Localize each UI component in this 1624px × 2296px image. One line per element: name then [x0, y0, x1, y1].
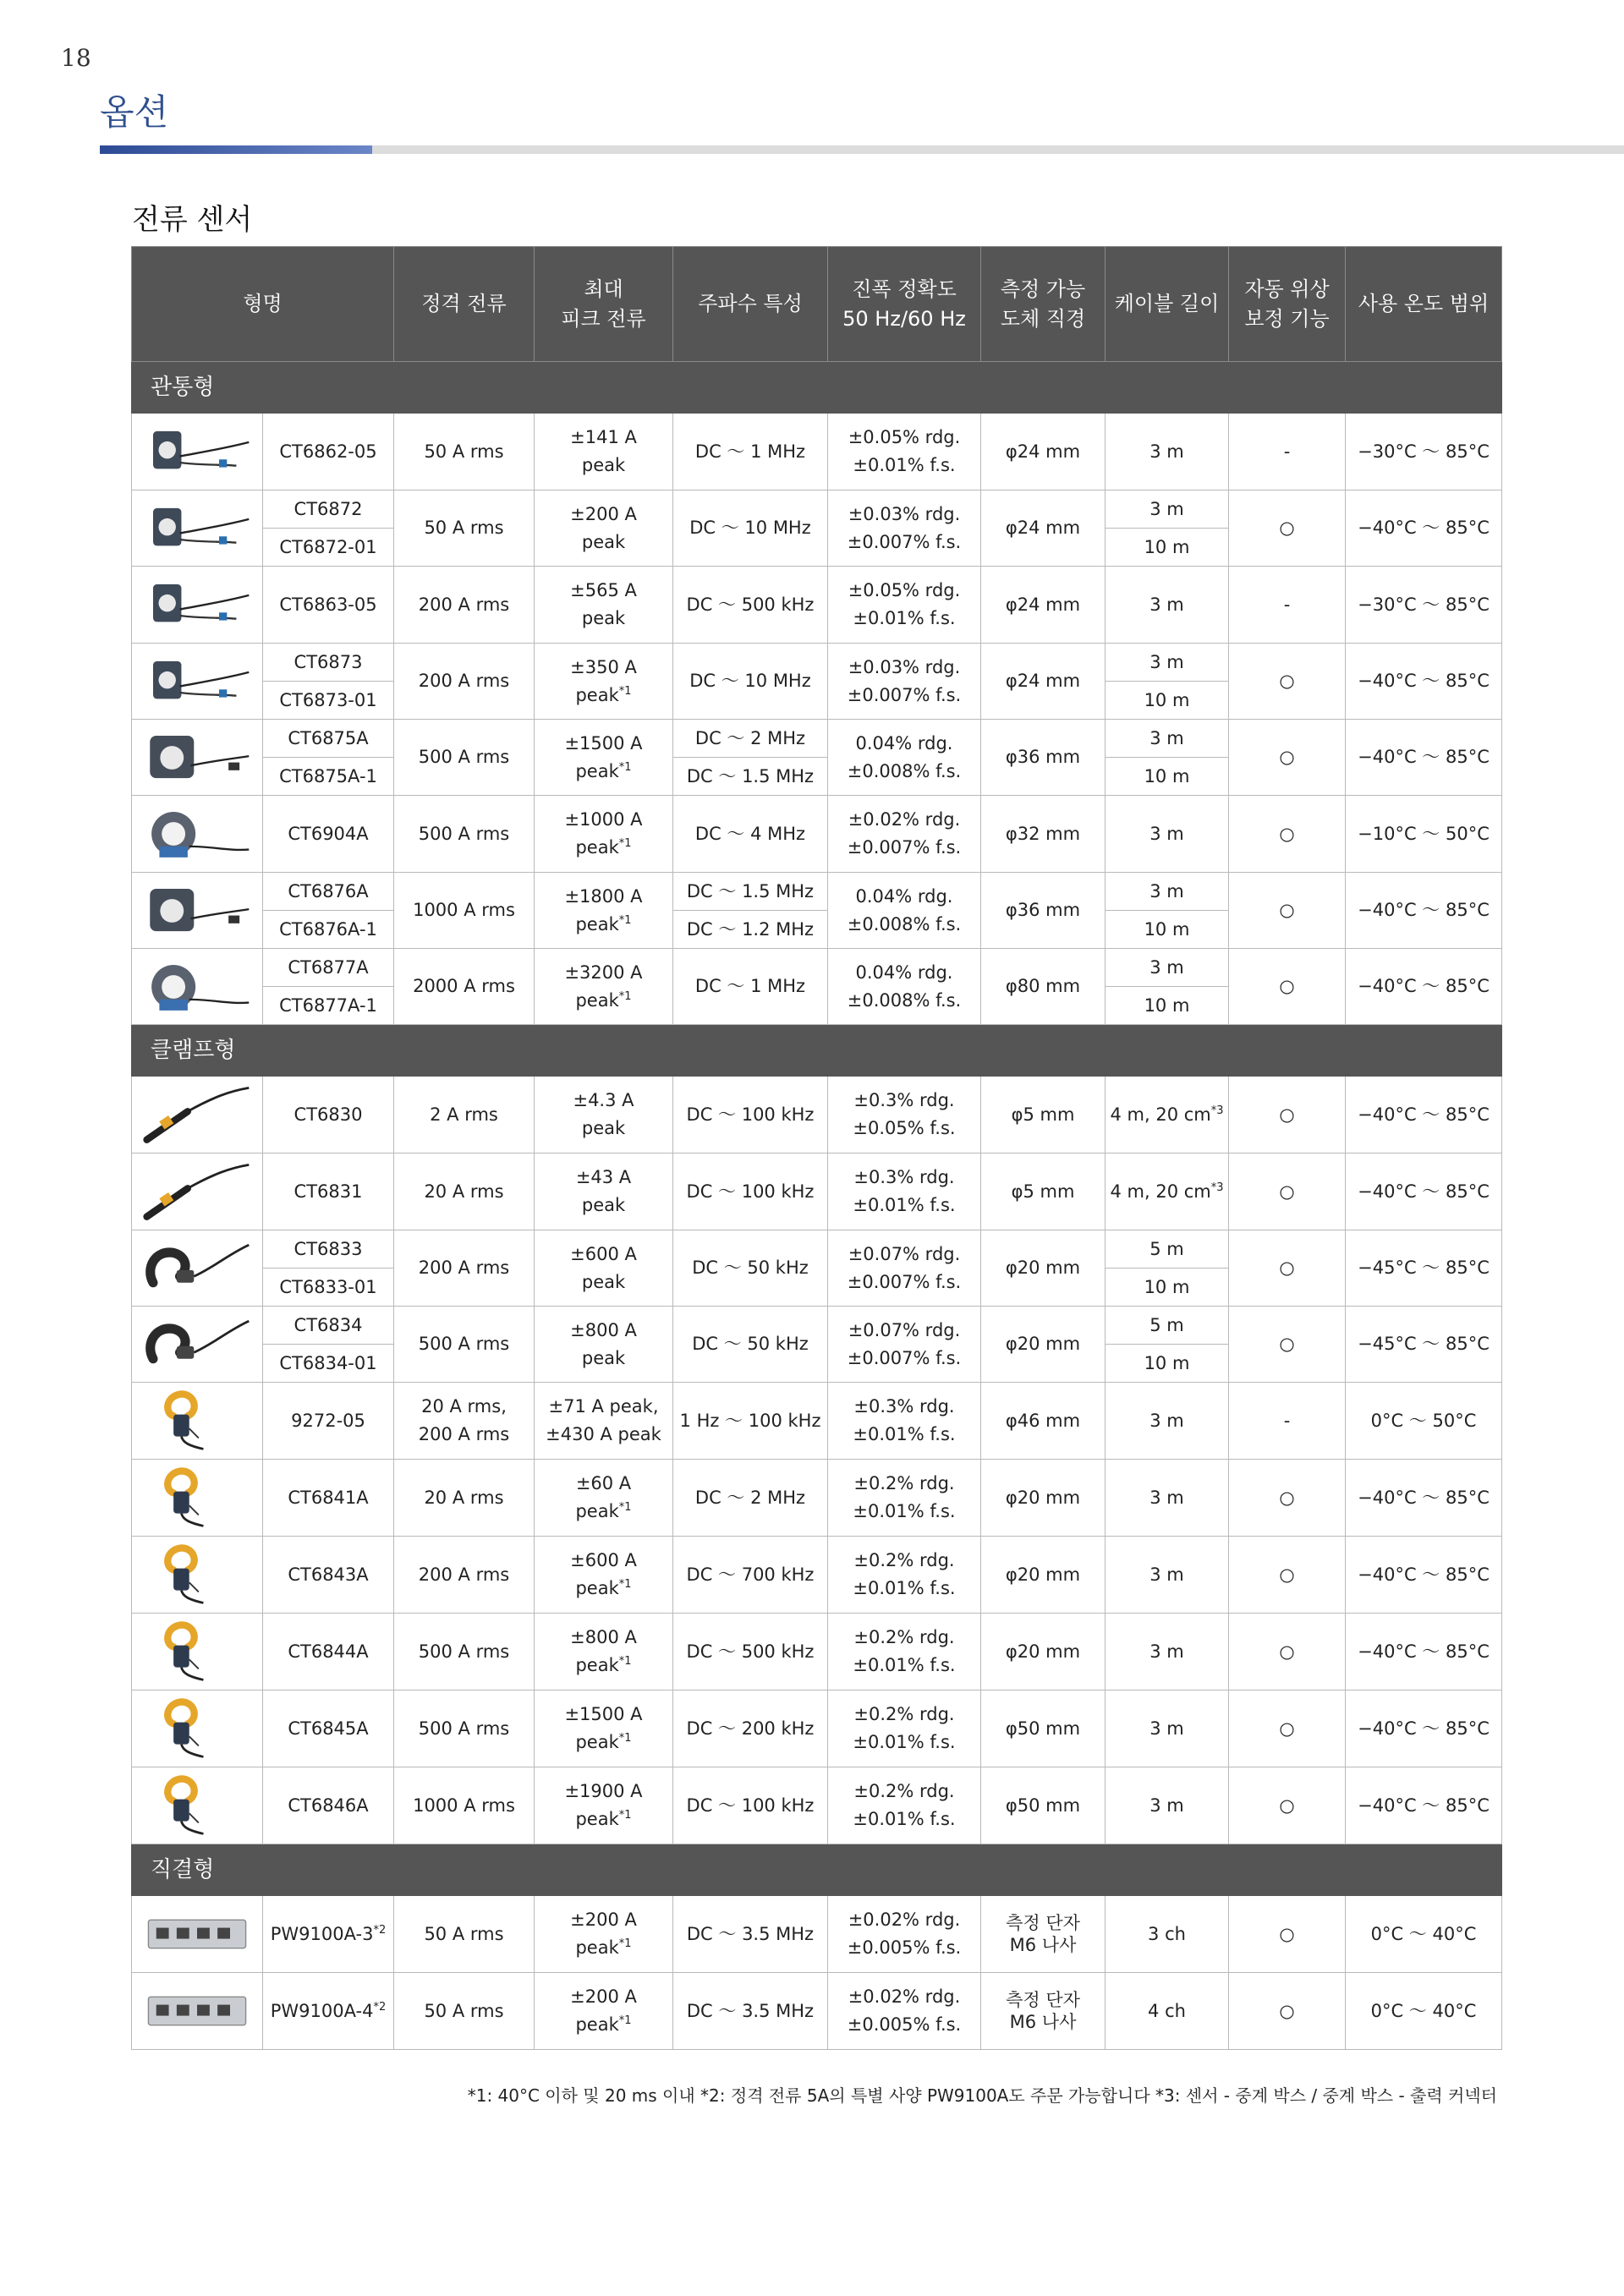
table-cell: ±0.3% rdg. ±0.01% f.s.	[828, 1383, 981, 1460]
table-row	[132, 1153, 1502, 1230]
table-cell: ○	[1229, 796, 1346, 873]
table-cell: ±200 A peak	[535, 490, 673, 567]
table-cell: CT6833-01	[263, 1269, 394, 1307]
table-cell: 3 m	[1106, 1537, 1229, 1614]
table-row	[132, 720, 1502, 758]
table-cell: 10 m	[1106, 1345, 1229, 1383]
table-cell: 1 Hz ～ 100 kHz	[673, 1383, 828, 1460]
table-cell: DC ～ 1 MHz	[673, 949, 828, 1025]
table-cell: CT6844A	[263, 1614, 394, 1690]
table-cell: φ32 mm	[981, 796, 1106, 873]
section-heading: 전류 센서	[132, 203, 253, 237]
table-cell: 측정 단자 M6 나사	[981, 1896, 1106, 1973]
table-cell: CT6873	[263, 644, 394, 682]
table-cell: 10 m	[1106, 682, 1229, 720]
table-cell: ±43 A peak	[535, 1153, 673, 1230]
product-image	[132, 644, 263, 720]
table-cell: ○	[1229, 1460, 1346, 1537]
table-cell: 3 m	[1106, 1614, 1229, 1690]
table-cell: −40°C ～ 85°C	[1346, 1537, 1502, 1614]
table-cell: 20 A rms	[394, 1460, 535, 1537]
table-cell: -	[1229, 567, 1346, 644]
table-cell: 500 A rms	[394, 796, 535, 873]
table-cell: φ5 mm	[981, 1153, 1106, 1230]
table-cell: 0.04% rdg. ±0.008% f.s.	[828, 949, 981, 1025]
table-cell: 10 m	[1106, 1269, 1229, 1307]
table-cell: -	[1229, 1383, 1346, 1460]
table-cell: −40°C ～ 85°C	[1346, 1767, 1502, 1844]
product-image	[132, 490, 263, 567]
table-cell: −40°C ～ 85°C	[1346, 490, 1502, 567]
table-cell: 200 A rms	[394, 567, 535, 644]
table-cell: ±800 A peak$^{*1}$	[535, 1614, 673, 1690]
table-cell: 200 A rms	[394, 1230, 535, 1307]
table-cell: DC ～ 4 MHz	[673, 796, 828, 873]
table-cell: ±0.07% rdg. ±0.007% f.s.	[828, 1307, 981, 1383]
table-cell: −40°C ～ 85°C	[1346, 1690, 1502, 1767]
table-cell: CT6862-05	[263, 414, 394, 490]
table-cell: ±1800 A peak$^{*1}$	[535, 873, 673, 949]
table-cell: ±1000 A peak$^{*1}$	[535, 796, 673, 873]
table-row	[132, 1767, 1502, 1844]
table-cell: 3 m	[1106, 1690, 1229, 1767]
table-cell: ○	[1229, 1537, 1346, 1614]
footnote: *1: 40°C 이하 및 20 ms 이내 *2: 정격 전류 5A의 특별 사양 PW9100A도 주문 가능합니다 *3: 센서 - 중계 박스 / 중계 박스 - 출력 커넥터	[467, 2085, 1497, 2106]
table-cell: DC ～ 1.5 MHz	[673, 873, 828, 911]
table-cell: CT6876A-1	[263, 911, 394, 949]
table-cell: CT6841A	[263, 1460, 394, 1537]
product-image	[132, 414, 263, 490]
table-cell: 500 A rms	[394, 1307, 535, 1383]
table-cell: DC ～ 2 MHz	[673, 1460, 828, 1537]
table-cell: ±0.07% rdg. ±0.007% f.s.	[828, 1230, 981, 1307]
table-cell: CT6875A-1	[263, 758, 394, 796]
table-cell: −40°C ～ 85°C	[1346, 1153, 1502, 1230]
table-cell: 50 A rms	[394, 1973, 535, 2050]
product-image	[132, 720, 263, 796]
table-cell: 10 m	[1106, 987, 1229, 1025]
table-cell: φ50 mm	[981, 1690, 1106, 1767]
table-cell: φ36 mm	[981, 720, 1106, 796]
table-cell: φ50 mm	[981, 1767, 1106, 1844]
table-cell: ±4.3 A peak	[535, 1077, 673, 1153]
table-cell: ±200 A peak$^{*1}$	[535, 1973, 673, 2050]
table-cell: DC ～ 100 kHz	[673, 1767, 828, 1844]
table-cell: DC ～ 1 MHz	[673, 414, 828, 490]
table-cell: ±0.3% rdg. ±0.05% f.s.	[828, 1077, 981, 1153]
table-cell: −40°C ～ 85°C	[1346, 1077, 1502, 1153]
table-cell: ±3200 A peak$^{*1}$	[535, 949, 673, 1025]
table-cell: ○	[1229, 1896, 1346, 1973]
table-cell: PW9100A-4$^{*2}$	[263, 1973, 394, 2050]
table-cell: CT6830	[263, 1077, 394, 1153]
table-cell: ±60 A peak$^{*1}$	[535, 1460, 673, 1537]
table-cell: ±1900 A peak$^{*1}$	[535, 1767, 673, 1844]
table-cell: 3 m	[1106, 796, 1229, 873]
table-cell: CT6873-01	[263, 682, 394, 720]
table-cell: 20 A rms, 200 A rms	[394, 1383, 535, 1460]
table-cell: φ20 mm	[981, 1460, 1106, 1537]
table-cell: ±565 A peak	[535, 567, 673, 644]
table-cell: φ20 mm	[981, 1537, 1106, 1614]
table-cell: DC ～ 100 kHz	[673, 1077, 828, 1153]
table-cell: φ20 mm	[981, 1230, 1106, 1307]
table-cell: ±0.02% rdg. ±0.007% f.s.	[828, 796, 981, 873]
table-cell: CT6846A	[263, 1767, 394, 1844]
table-cell: DC ～ 50 kHz	[673, 1307, 828, 1383]
table-cell: 0.04% rdg. ±0.008% f.s.	[828, 720, 981, 796]
table-row	[132, 1460, 1502, 1537]
table-cell: CT6877A	[263, 949, 394, 987]
table-cell: DC ～ 700 kHz	[673, 1537, 828, 1614]
table-cell: DC ～ 10 MHz	[673, 644, 828, 720]
table-cell: ±0.05% rdg. ±0.01% f.s.	[828, 414, 981, 490]
product-image	[132, 1767, 263, 1844]
product-image	[132, 1614, 263, 1690]
table-cell: 2000 A rms	[394, 949, 535, 1025]
table-cell: 10 m	[1106, 529, 1229, 567]
table-cell: ±0.2% rdg. ±0.01% f.s.	[828, 1537, 981, 1614]
category-direct	[132, 1844, 1502, 1896]
table-cell: 3 m	[1106, 1460, 1229, 1537]
table-row	[132, 414, 1502, 490]
table-row	[132, 644, 1502, 682]
table-cell: ±0.02% rdg. ±0.005% f.s.	[828, 1896, 981, 1973]
table-cell: ○	[1229, 949, 1346, 1025]
product-image	[132, 1153, 263, 1230]
table-row	[132, 567, 1502, 644]
product-image	[132, 796, 263, 873]
table-cell: ±200 A peak$^{*1}$	[535, 1896, 673, 1973]
table-row	[132, 1077, 1502, 1153]
table-cell: ±350 A peak$^{*1}$	[535, 644, 673, 720]
product-image	[132, 1973, 263, 2050]
table-cell: ○	[1229, 644, 1346, 720]
table-row	[132, 1973, 1502, 2050]
table-cell: CT6875A	[263, 720, 394, 758]
table-cell: CT6872-01	[263, 529, 394, 567]
table-cell: 4 ch	[1106, 1973, 1229, 2050]
table-cell: 4 m, 20 $cm^{*3}$	[1106, 1077, 1229, 1153]
table-cell: φ36 mm	[981, 873, 1106, 949]
table-cell: -	[1229, 414, 1346, 490]
table-cell: −40°C ～ 85°C	[1346, 720, 1502, 796]
table-cell: ±0.2% rdg. ±0.01% f.s.	[828, 1690, 981, 1767]
table-cell: DC ～ 500 kHz	[673, 1614, 828, 1690]
table-cell: −30°C ～ 85°C	[1346, 567, 1502, 644]
product-image	[132, 1537, 263, 1614]
table-cell: CT6876A	[263, 873, 394, 911]
table-cell: φ20 mm	[981, 1614, 1106, 1690]
table-cell: ±1500 A peak$^{*1}$	[535, 1690, 673, 1767]
table-cell: φ24 mm	[981, 644, 1106, 720]
table-cell: −45°C ～ 85°C	[1346, 1230, 1502, 1307]
table-cell: ±71 A peak, ±430 A peak	[535, 1383, 673, 1460]
table-cell: CT6834-01	[263, 1345, 394, 1383]
table-cell: −40°C ～ 85°C	[1346, 949, 1502, 1025]
table-cell: φ24 mm	[981, 414, 1106, 490]
table-cell: CT6863-05	[263, 567, 394, 644]
table-cell: ○	[1229, 1077, 1346, 1153]
col-rated: 정격 전류	[394, 247, 535, 362]
table-cell: 200 A rms	[394, 644, 535, 720]
table-cell: ±0.2% rdg. ±0.01% f.s.	[828, 1614, 981, 1690]
table-cell: 10 m	[1106, 758, 1229, 796]
table-cell: 0.04% rdg. ±0.008% f.s.	[828, 873, 981, 949]
table-cell: 1000 A rms	[394, 1767, 535, 1844]
table-cell: 500 A rms	[394, 1614, 535, 1690]
table-cell: 20 A rms	[394, 1153, 535, 1230]
category-clamp	[132, 1025, 1502, 1077]
page-number: 18	[61, 44, 91, 72]
table-cell: ○	[1229, 1690, 1346, 1767]
table-row	[132, 1383, 1502, 1460]
table-cell: CT6904A	[263, 796, 394, 873]
table-cell: 직결형	[132, 1844, 1502, 1896]
table-cell: ±0.2% rdg. ±0.01% f.s.	[828, 1460, 981, 1537]
table-cell: 0°C ～ 40°C	[1346, 1896, 1502, 1973]
table-cell: ○	[1229, 1973, 1346, 2050]
table-cell: 10 m	[1106, 911, 1229, 949]
table-cell: φ46 mm	[981, 1383, 1106, 1460]
product-image	[132, 1077, 263, 1153]
table-cell: −45°C ～ 85°C	[1346, 1307, 1502, 1383]
table-cell: DC ～ 100 kHz	[673, 1153, 828, 1230]
col-phase: 자동 위상 보정 기능	[1229, 247, 1346, 362]
table-cell: 측정 단자 M6 나사	[981, 1973, 1106, 2050]
table-cell: φ24 mm	[981, 567, 1106, 644]
table-cell: 5 m	[1106, 1230, 1229, 1269]
table-cell: 500 A rms	[394, 1690, 535, 1767]
table-cell: ○	[1229, 873, 1346, 949]
table-cell: 3 m	[1106, 1767, 1229, 1844]
table-cell: 클램프형	[132, 1025, 1502, 1077]
table-cell: CT6845A	[263, 1690, 394, 1767]
table-cell: DC ～ 200 kHz	[673, 1690, 828, 1767]
table-cell: 3 m	[1106, 873, 1229, 911]
table-cell: 3 ch	[1106, 1896, 1229, 1973]
table-cell: ○	[1229, 720, 1346, 796]
col-accuracy: 진폭 정확도 50 Hz/60 Hz	[828, 247, 981, 362]
table-cell: 1000 A rms	[394, 873, 535, 949]
table-cell: CT6872	[263, 490, 394, 529]
table-cell: ○	[1229, 490, 1346, 567]
table-cell: 50 A rms	[394, 1896, 535, 1973]
product-image	[132, 1307, 263, 1383]
table-row	[132, 873, 1502, 911]
table-cell: φ5 mm	[981, 1077, 1106, 1153]
table-cell: 50 A rms	[394, 490, 535, 567]
table-row	[132, 490, 1502, 529]
table-cell: 3 m	[1106, 567, 1229, 644]
col-cable: 케이블 길이	[1106, 247, 1229, 362]
table-cell: CT6843A	[263, 1537, 394, 1614]
table-cell: DC ～ 500 kHz	[673, 567, 828, 644]
table-cell: PW9100A-3$^{*2}$	[263, 1896, 394, 1973]
table-cell: 5 m	[1106, 1307, 1229, 1345]
table-cell: DC ～ 1.5 MHz	[673, 758, 828, 796]
product-image	[132, 1690, 263, 1767]
table-cell: ±0.03% rdg. ±0.007% f.s.	[828, 490, 981, 567]
col-temp: 사용 온도 범위	[1346, 247, 1502, 362]
table-cell: −30°C ～ 85°C	[1346, 414, 1502, 490]
table-cell: 0°C ～ 40°C	[1346, 1973, 1502, 2050]
col-diameter: 측정 가능 도체 직경	[981, 247, 1106, 362]
category-through	[132, 362, 1502, 414]
table-cell: DC ～ 2 MHz	[673, 720, 828, 758]
table-cell: φ80 mm	[981, 949, 1106, 1025]
table-cell: 관통형	[132, 362, 1502, 414]
col-frequency: 주파수 특성	[673, 247, 828, 362]
table-cell: −10°C ～ 50°C	[1346, 796, 1502, 873]
table-cell: φ20 mm	[981, 1307, 1106, 1383]
table-cell: −40°C ～ 85°C	[1346, 873, 1502, 949]
table-cell: ±600 A peak$^{*1}$	[535, 1537, 673, 1614]
table-row	[132, 796, 1502, 873]
table-cell: ±600 A peak	[535, 1230, 673, 1307]
table-cell: 3 m	[1106, 490, 1229, 529]
table-row	[132, 1307, 1502, 1345]
page-title: 옵션	[100, 91, 169, 133]
table-cell: ±0.02% rdg. ±0.005% f.s.	[828, 1973, 981, 2050]
product-image	[132, 1383, 263, 1460]
table-cell: ○	[1229, 1230, 1346, 1307]
table-row	[132, 1690, 1502, 1767]
table-row	[132, 1896, 1502, 1973]
table-cell: 9272-05	[263, 1383, 394, 1460]
product-image	[132, 1896, 263, 1973]
table-cell: DC ～ 10 MHz	[673, 490, 828, 567]
current-sensor-table	[131, 246, 1502, 2050]
col-model: 형명	[132, 247, 394, 362]
table-cell: CT6877A-1	[263, 987, 394, 1025]
table-cell: −40°C ～ 85°C	[1346, 1460, 1502, 1537]
table-cell: CT6834	[263, 1307, 394, 1345]
table-cell: DC ～ 1.2 MHz	[673, 911, 828, 949]
table-cell: −40°C ～ 85°C	[1346, 1614, 1502, 1690]
product-image	[132, 949, 263, 1025]
table-cell: ±800 A peak	[535, 1307, 673, 1383]
product-image	[132, 567, 263, 644]
table-cell: ○	[1229, 1307, 1346, 1383]
table-cell: ±0.05% rdg. ±0.01% f.s.	[828, 567, 981, 644]
table-row	[132, 1230, 1502, 1269]
product-image	[132, 1460, 263, 1537]
table-cell: 3 m	[1106, 720, 1229, 758]
table-cell: CT6833	[263, 1230, 394, 1269]
product-image	[132, 1230, 263, 1307]
table-cell: 3 m	[1106, 414, 1229, 490]
table-cell: −40°C ～ 85°C	[1346, 644, 1502, 720]
col-peak: 최대 피크 전류	[535, 247, 673, 362]
table-cell: 2 A rms	[394, 1077, 535, 1153]
table-cell: 50 A rms	[394, 414, 535, 490]
table-cell: CT6831	[263, 1153, 394, 1230]
table-cell: ○	[1229, 1614, 1346, 1690]
title-rule	[100, 145, 1624, 154]
table-row	[132, 949, 1502, 987]
table-cell: ○	[1229, 1153, 1346, 1230]
table-cell: 0°C ～ 50°C	[1346, 1383, 1502, 1460]
table-cell: ±0.3% rdg. ±0.01% f.s.	[828, 1153, 981, 1230]
table-cell: φ24 mm	[981, 490, 1106, 567]
table-cell: DC ～ 3.5 MHz	[673, 1973, 828, 2050]
table-cell: 3 m	[1106, 1383, 1229, 1460]
table-cell: 3 m	[1106, 644, 1229, 682]
table-cell: 500 A rms	[394, 720, 535, 796]
table-cell: ±1500 A peak$^{*1}$	[535, 720, 673, 796]
table-cell: 200 A rms	[394, 1537, 535, 1614]
table-header-row	[132, 247, 1502, 362]
table-cell: ±0.2% rdg. ±0.01% f.s.	[828, 1767, 981, 1844]
table-cell: ±0.03% rdg. ±0.007% f.s.	[828, 644, 981, 720]
table-row	[132, 1537, 1502, 1614]
table-cell: DC ～ 50 kHz	[673, 1230, 828, 1307]
table-cell: ±141 A peak	[535, 414, 673, 490]
table-cell: 4 m, 20 $cm^{*3}$	[1106, 1153, 1229, 1230]
title-rule-accent	[100, 145, 372, 154]
table-cell: DC ～ 3.5 MHz	[673, 1896, 828, 1973]
table-cell: ○	[1229, 1767, 1346, 1844]
table-cell: 3 m	[1106, 949, 1229, 987]
product-image	[132, 873, 263, 949]
table-row	[132, 1614, 1502, 1690]
